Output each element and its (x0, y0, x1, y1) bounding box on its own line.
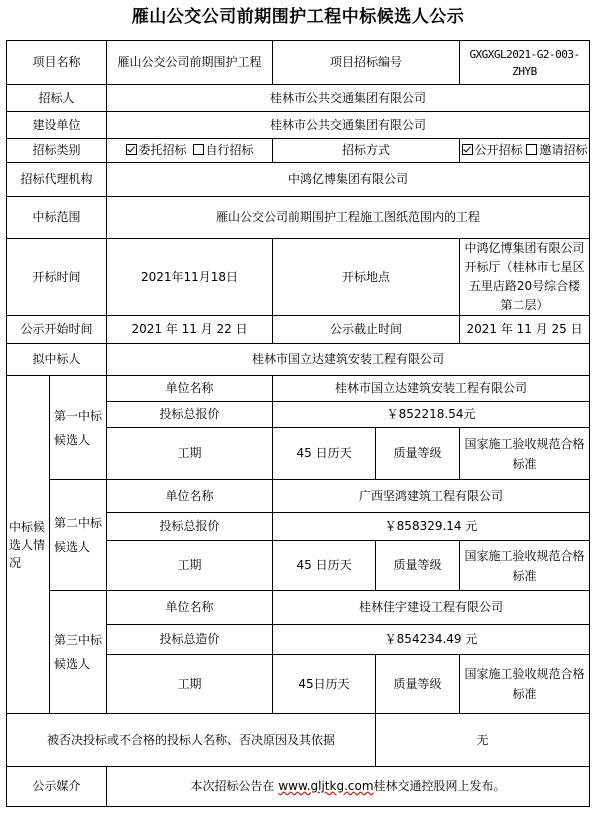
candidate-2-rank: 第二中标候选人 (50, 480, 107, 591)
scope-label: 中标范围 (7, 197, 107, 239)
candidate-3-unit: 桂林佳宇建设工程有限公司 (273, 591, 590, 625)
candidate-3-unit-label: 单位名称 (107, 591, 273, 625)
row-agency (7, 163, 590, 197)
open-time-value: 2021年11月18日 (107, 239, 273, 316)
project-code-label: 项目招标编号 (273, 41, 460, 85)
checkbox-empty-icon (193, 144, 204, 155)
builder-label: 建设单位 (7, 112, 107, 139)
candidate-3-period-label: 工期 (107, 655, 273, 714)
media-label: 公示媒介 (7, 767, 107, 807)
notice-start-value: 2021 年 11 月 22 日 (107, 316, 273, 344)
candidate-1-period-label: 工期 (107, 428, 273, 480)
candidate-1-row-unit (7, 376, 590, 402)
open-place-label: 开标地点 (273, 239, 460, 316)
tender-method-options (460, 139, 590, 163)
candidate-2-price: ￥858329.14 元 (273, 513, 590, 541)
project-name-label: 项目名称 (7, 41, 107, 85)
scope-value: 雁山公交公司前期围护工程施工图纸范围内的工程 (107, 197, 590, 239)
row-notice-period (7, 316, 590, 344)
tenderer-value: 桂林市公共交通集团有限公司 (107, 85, 590, 112)
media-prefix: 本次招标公告在 (190, 779, 279, 793)
rejected-label: 被否决投标或不合格的投标人名称、否决原因及其依据 (7, 714, 376, 767)
row-winner (7, 344, 590, 376)
row-project (7, 41, 590, 85)
tender-method-option-1: 公开招标 (474, 143, 523, 157)
candidate-3-quality: 国家施工验收规范合格标准 (460, 655, 590, 714)
rejected-value: 无 (376, 714, 590, 767)
notice-end-label: 公示截止时间 (273, 316, 460, 344)
candidate-3-period: 45日历天 (273, 655, 376, 714)
tender-type-option-2: 自行招标 (205, 143, 254, 157)
row-media (7, 767, 590, 807)
project-code-value: GXGXGL2021-G2-003-ZHYB (460, 41, 590, 85)
media-url-link[interactable]: www.gljtkg.com (278, 779, 374, 793)
tender-method-label: 招标方式 (273, 139, 460, 163)
candidate-3-price-label: 投标总造价 (107, 625, 273, 655)
checkbox-checked-icon (462, 144, 473, 155)
tender-type-options (107, 139, 273, 163)
row-builder (7, 112, 590, 139)
open-place-value: 中鸿亿博集团有限公司开标厅（桂林市七星区五里店路20号综合楼第二层） (460, 239, 590, 316)
agency-label: 招标代理机构 (7, 163, 107, 197)
candidate-3-price: ￥854234.49 元 (273, 625, 590, 655)
candidate-1-unit: 桂林市国立达建筑安装工程有限公司 (273, 376, 590, 402)
candidate-2-unit: 广西坚鸿建筑工程有限公司 (273, 480, 590, 513)
candidate-2-row-unit (7, 480, 590, 513)
winner-value: 桂林市国立达建筑安装工程有限公司 (107, 344, 590, 376)
candidate-1-price: ￥852218.54元 (273, 402, 590, 428)
tender-type-option-1: 委托招标 (138, 143, 187, 157)
tender-method-option-2: 邀请招标 (539, 143, 588, 157)
row-open (7, 239, 590, 316)
candidate-2-quality-label: 质量等级 (376, 541, 460, 591)
notice-end-value: 2021 年 11 月 25 日 (460, 316, 590, 344)
open-time-label: 开标时间 (7, 239, 107, 316)
candidate-2-period: 45 日历天 (273, 541, 376, 591)
candidate-3-row-unit (7, 591, 590, 625)
candidate-3-rank: 第三中标候选人 (50, 591, 107, 714)
candidate-1-quality-label: 质量等级 (376, 428, 460, 480)
candidate-2-unit-label: 单位名称 (107, 480, 273, 513)
builder-value: 桂林市公共交通集团有限公司 (107, 112, 590, 139)
agency-value: 中鸿亿博集团有限公司 (107, 163, 590, 197)
page-title: 雁山公交公司前期围护工程中标候选人公示 (131, 7, 465, 27)
candidate-1-period: 45 日历天 (273, 428, 376, 480)
candidates-section-label: 中标候选人情况 (7, 376, 50, 714)
row-rejected (7, 714, 590, 767)
candidate-1-price-label: 投标总报价 (107, 402, 273, 428)
row-tender-type (7, 139, 590, 163)
candidate-1-rank: 第一中标候选人 (50, 376, 107, 480)
candidate-2-period-label: 工期 (107, 541, 273, 591)
tenderer-label: 招标人 (7, 85, 107, 112)
candidate-1-unit-label: 单位名称 (107, 376, 273, 402)
project-name-value: 雁山公交公司前期围护工程 (107, 41, 273, 85)
candidate-1-quality: 国家施工验收规范合格标准 (460, 428, 590, 480)
row-scope (7, 197, 590, 239)
candidate-2-quality: 国家施工验收规范合格标准 (460, 541, 590, 591)
checkbox-empty-icon (526, 144, 537, 155)
checkbox-checked-icon (126, 144, 137, 155)
media-suffix: 桂林交通控股网上发布。 (373, 779, 506, 793)
media-value (107, 767, 590, 807)
notice-start-label: 公示开始时间 (7, 316, 107, 344)
candidate-3-quality-label: 质量等级 (376, 655, 460, 714)
candidate-2-price-label: 投标总报价 (107, 513, 273, 541)
notice-table (6, 40, 590, 807)
row-tenderer (7, 85, 590, 112)
winner-label: 拟中标人 (7, 344, 107, 376)
tender-type-label: 招标类别 (7, 139, 107, 163)
